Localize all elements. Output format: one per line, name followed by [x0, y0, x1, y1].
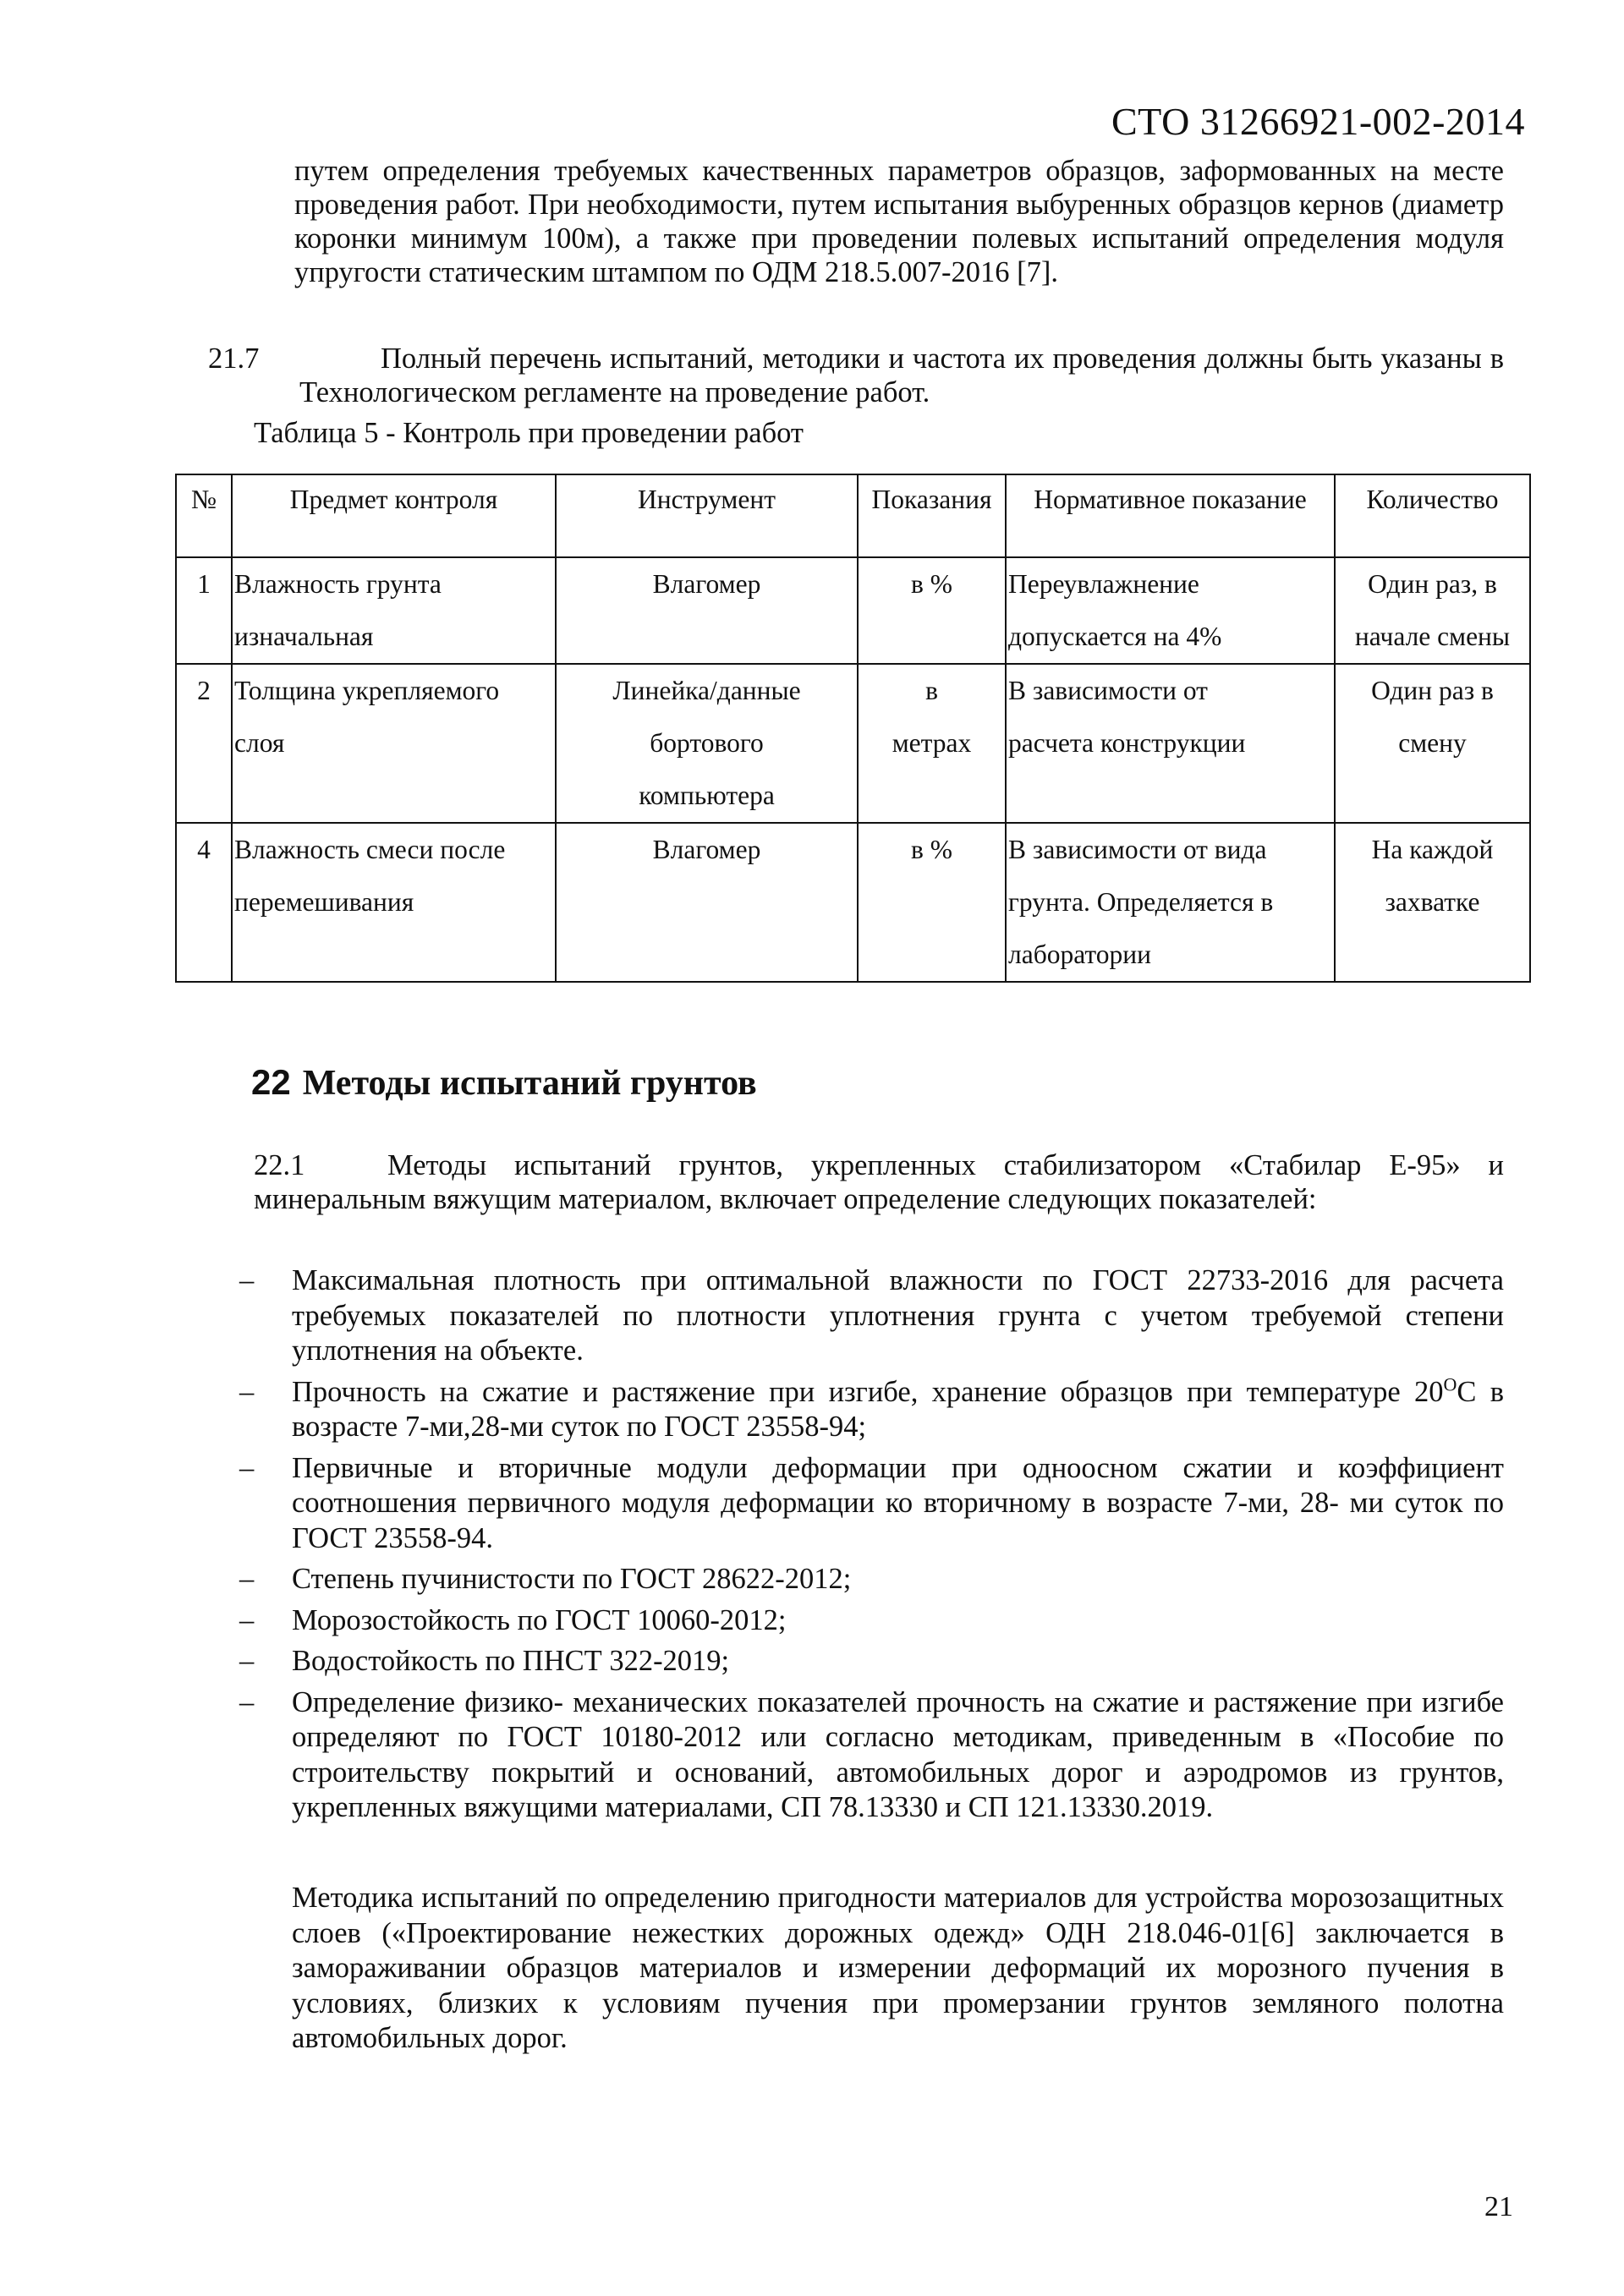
table-caption: Таблица 5 - Контроль при проведении работ: [254, 417, 804, 449]
cell-subject: [232, 557, 556, 664]
header-cell-reading: Показания: [858, 474, 1006, 557]
page-number: 21: [1484, 2191, 1513, 2222]
cell-subject: [232, 664, 556, 823]
cell-number: 1: [176, 557, 232, 664]
header-cell-quantity: Количество: [1335, 474, 1530, 557]
list-item-text: Водостойкость по ПНСТ 322-2019;: [292, 1645, 730, 1677]
cell-line: В зависимости от вида: [1008, 835, 1267, 864]
cell-line: бортового: [650, 728, 764, 758]
cell-line: начале смены: [1354, 622, 1511, 651]
strength-text-after: С в возрасте 7-ми,28-ми суток по ГОСТ 23558-94;: [292, 1375, 1504, 1443]
cell-line: в %: [911, 569, 952, 599]
dash-bullet: –: [239, 1451, 255, 1484]
clause-text: Полный перечень испытаний, методики и частота их проведения должны быть указаны в Технологическом регламенте на проведение работ.: [299, 342, 1504, 408]
cell-line: Толщина укрепляемого: [234, 676, 500, 705]
header-cell-norm: [1006, 474, 1335, 557]
cell-line: В зависимости от: [1008, 676, 1208, 705]
cell-line: захватке: [1385, 887, 1480, 917]
cell-line: Линейка/данные: [612, 676, 801, 705]
clause-number: 22.1: [254, 1149, 305, 1181]
dash-bullet: –: [239, 1645, 255, 1677]
cell-line: Влагомер: [652, 835, 761, 864]
section-number: 22: [251, 1062, 291, 1102]
cell-reading: [858, 823, 1006, 982]
cell-line: в: [925, 676, 938, 705]
header-norm-text: Нормативное показание: [1034, 485, 1307, 514]
section-heading: [251, 1062, 757, 1104]
dash-bullet: –: [239, 1563, 255, 1595]
list-item-text: Максимальная плотность при оптимальной влажности по ГОСТ 22733-2016 для расчета требуемых показателей по плотности уплотнения грунта с учетом требуемой степени уплотнения на объекте.: [292, 1264, 1504, 1367]
cell-subject: [232, 823, 556, 982]
test-indicators-list: [239, 1263, 1504, 1832]
cell-line: изначальная: [234, 622, 374, 651]
control-table: [175, 474, 1531, 983]
cell-line: Влажность грунта: [234, 569, 442, 599]
cell-line: Переувлажнение: [1008, 569, 1199, 599]
header-cell-instrument: Инструмент: [556, 474, 858, 557]
method-paragraph: Методика испытаний по определению пригодности материалов для устройства морозозащитных слоев («Проектирование нежестких дорожных одежд» ОДН 218.046-01[6] заключается в замораживании образцов материалов и измерении деформаций их морозного пучения в условиях, близких к условиям пучения при промерзании грунтов земляного полотна автомобильных дорог.: [292, 1882, 1504, 2054]
degree-superscript: О: [1443, 1373, 1457, 1395]
list-item-text: [292, 1375, 1504, 1445]
cell-line: допускается на 4%: [1008, 622, 1222, 651]
cell-quantity: [1335, 823, 1530, 982]
list-item-text: Первичные и вторичные модули деформации при одноосном сжатии и коэффициент соотношения первичного модуля деформации ко вторичному в возрасте 7-ми, 28- ми суток по ГОСТ 23558-94.: [292, 1451, 1504, 1554]
header-cell-number: №: [176, 474, 232, 557]
section-title: Методы испытаний грунтов: [302, 1064, 757, 1103]
cell-line: лаборатории: [1008, 940, 1151, 969]
cell-norm: [1006, 823, 1335, 982]
list-item: [239, 1451, 1504, 1557]
cell-line: компьютера: [639, 781, 775, 810]
cell-norm: [1006, 664, 1335, 823]
list-item-text: Степень пучинистости по ГОСТ 28622-2012;: [292, 1563, 852, 1595]
cell-line: метрах: [892, 728, 972, 758]
cell-line: Один раз в: [1371, 676, 1494, 705]
list-item: [239, 1644, 1504, 1680]
cell-line: в %: [911, 835, 952, 864]
cell-quantity: [1335, 664, 1530, 823]
cell-number: 4: [176, 823, 232, 982]
cell-line: смену: [1398, 728, 1467, 758]
cell-line: Влагомер: [652, 569, 761, 599]
clause-text: Методы испытаний грунтов, укрепленных стабилизатором «Стабилар Е-95» и минеральным вяжущим материалом, включает определение следующих показателей:: [254, 1149, 1504, 1215]
list-item: [239, 1375, 1504, 1445]
clause-number: 21.7: [208, 342, 260, 375]
cell-instrument: [556, 557, 858, 664]
dash-bullet: –: [239, 1685, 255, 1718]
clause-22-1: [254, 1148, 1504, 1216]
list-item: [239, 1603, 1504, 1639]
strength-text-before: Прочность на сжатие и растяжение при изгибе, хранение образцов при температуре 20: [292, 1375, 1444, 1408]
list-item: [239, 1562, 1504, 1597]
dash-bullet: –: [239, 1375, 255, 1408]
cell-instrument: [556, 664, 858, 823]
list-item-text: Морозостойкость по ГОСТ 10060-2012;: [292, 1603, 787, 1636]
list-item-text: Определение физико- механических показателей прочность на сжатие и растяжение при изгибе определяют по ГОСТ 10180-2012 или согласно методикам, приведенным в «Пособие по строительству покрытий и оснований, автомобильных дорог и аэродромов из грунтов, укрепленных вяжущими материалами, СП 78.13330 и СП 121.13330.2019.: [292, 1685, 1504, 1823]
dash-bullet: –: [239, 1603, 255, 1636]
cell-line: перемешивания: [234, 887, 414, 917]
cell-line: Один раз, в: [1368, 569, 1497, 599]
continuation-paragraph: путем определения требуемых качественных параметров образцов, заформованных на месте проведения работ. При необходимости, путем испытания выбуренных образцов кернов (диаметр коронки минимум 100м), а также при проведении полевых испытаний определения модуля упругости статическим штампом по ОДМ 218.5.007-2016 [7].: [294, 155, 1504, 288]
table-header-row: [176, 474, 1530, 557]
list-item: [239, 1263, 1504, 1369]
dash-bullet: –: [239, 1264, 255, 1296]
cell-line: грунта. Определяется в: [1008, 887, 1274, 917]
table-row: [176, 664, 1530, 823]
cell-reading: [858, 664, 1006, 823]
cell-line: расчета конструкции: [1008, 728, 1246, 758]
cell-norm: [1006, 557, 1335, 664]
cell-line: Влажность смеси после: [234, 835, 506, 864]
table-row: [176, 557, 1530, 664]
clause-21-7: [208, 342, 1504, 409]
document-code-header: СТО 31266921-002-2014: [1111, 100, 1525, 143]
header-cell-subject: Предмет контроля: [232, 474, 556, 557]
cell-quantity: [1335, 557, 1530, 664]
cell-instrument: [556, 823, 858, 982]
cell-reading: [858, 557, 1006, 664]
cell-number: 2: [176, 664, 232, 823]
cell-line: слоя: [234, 728, 285, 758]
cell-line: На каждой: [1371, 835, 1494, 864]
table-row: [176, 823, 1530, 982]
list-item: [239, 1685, 1504, 1826]
